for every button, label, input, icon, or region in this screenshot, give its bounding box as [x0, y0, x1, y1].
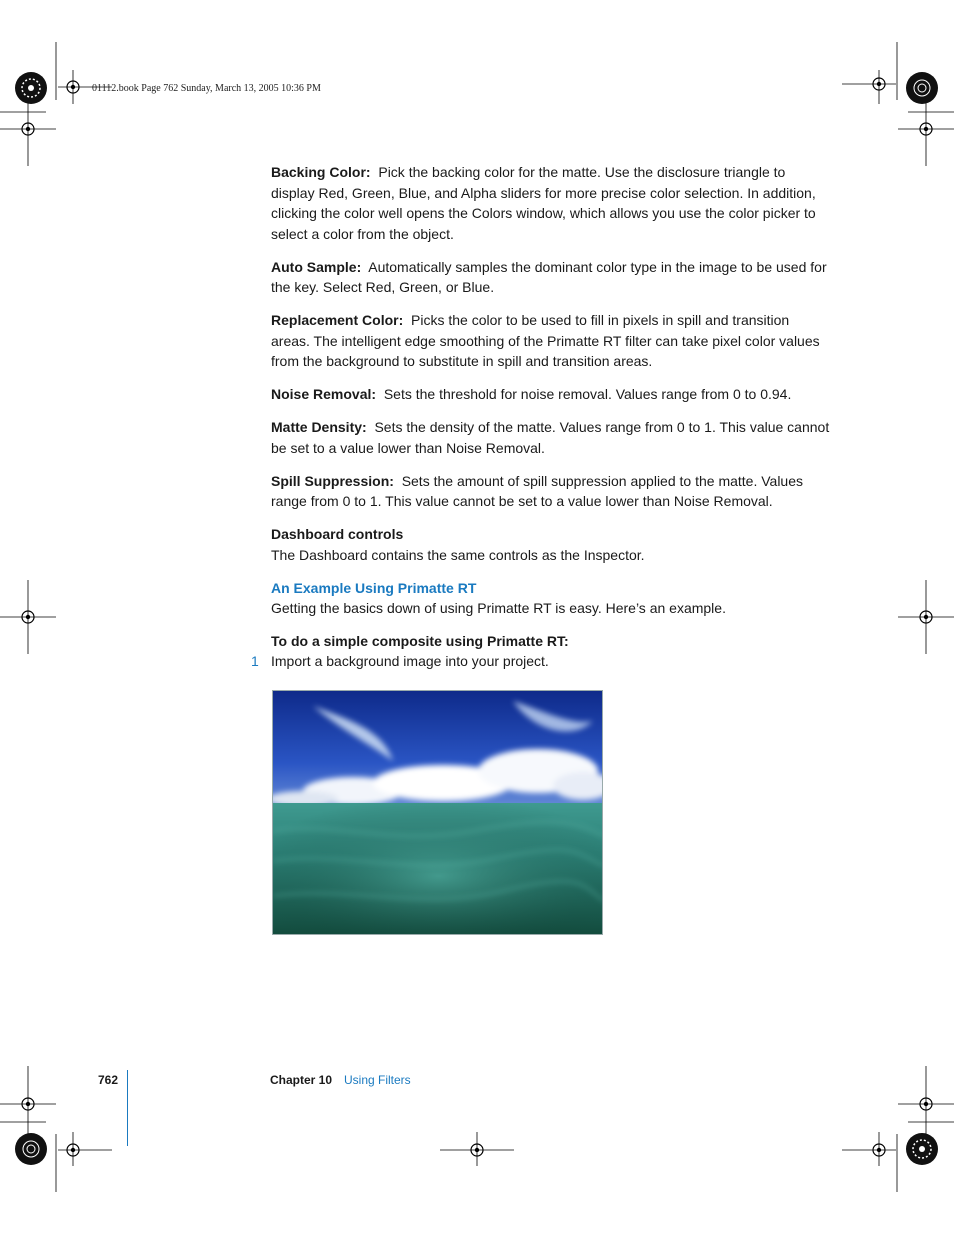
- list-item: [251, 651, 831, 671]
- chapter-label: Chapter 10: [270, 1073, 333, 1087]
- description: Automatically samples the dominant color type in the image to be used for the key. Select Red, Green, or Blue.: [271, 258, 827, 295]
- chapter-title: Using Filters: [344, 1073, 411, 1087]
- step-text: Import a background image into your project.: [271, 653, 549, 669]
- dashboard-text: The Dashboard contains the same controls as the Inspector.: [271, 546, 645, 563]
- steps-heading: To do a simple composite using Primatte RT:: [271, 633, 569, 649]
- section-heading: An Example Using Primatte RT: [271, 579, 477, 596]
- term: Spill Suppression:: [271, 472, 394, 489]
- dashboard-heading: Dashboard controls: [271, 526, 404, 542]
- dashboard-block: [271, 524, 831, 565]
- parameter-backing-color: [271, 162, 831, 244]
- parameter-noise-removal: [271, 384, 831, 405]
- ocean-sky-image: [273, 691, 603, 935]
- term: Auto Sample:: [271, 258, 362, 275]
- slug-line: 01112.book Page 762 Sunday, March 13, 2005 10:36 PM: [92, 83, 321, 94]
- body-content: [251, 162, 831, 671]
- parameter-replacement-color: [271, 310, 831, 372]
- section-text: Getting the basics down of using Primatte RT is easy. Here’s an example.: [271, 600, 726, 616]
- step-number: 1: [251, 653, 259, 669]
- parameter-auto-sample: [271, 257, 831, 298]
- description: Picks the color to be used to fill in pixels in spill and transition areas. The intelligent edge smoothing of the Primatte RT filter can take pixel color values from the background to substitute in spill and transition areas.: [271, 312, 820, 369]
- term: Matte Density:: [271, 419, 367, 435]
- parameter-spill-suppression: [271, 471, 831, 512]
- footer-rule: [127, 1070, 128, 1146]
- term: Noise Removal:: [271, 386, 377, 402]
- example-section: [271, 578, 831, 619]
- parameter-matte-density: [271, 417, 831, 458]
- ocean-sky-photo: [272, 690, 603, 935]
- term: Backing Color:: [271, 164, 371, 180]
- description: Sets the threshold for noise removal. Values range from 0 to 0.94.: [383, 386, 792, 402]
- description: Sets the amount of spill suppression applied to the matte. Values range from 0 to 1. This value cannot be set to a value lower than Noise Removal.: [271, 472, 803, 509]
- page-number: 762: [98, 1073, 119, 1087]
- description: Pick the backing color for the matte. Use the disclosure triangle to display Red, Green, Blue, and Alpha sliders for more precise color selection. In addition, clicking the color well opens the Colors window, which allows you use the color picker to select a color from the object.: [271, 164, 816, 242]
- steps-block: [251, 631, 831, 671]
- description: Sets the density of the matte. Values range from 0 to 1. This value cannot be set to a value lower than Noise Removal.: [271, 419, 830, 456]
- term: Replacement Color:: [271, 312, 404, 328]
